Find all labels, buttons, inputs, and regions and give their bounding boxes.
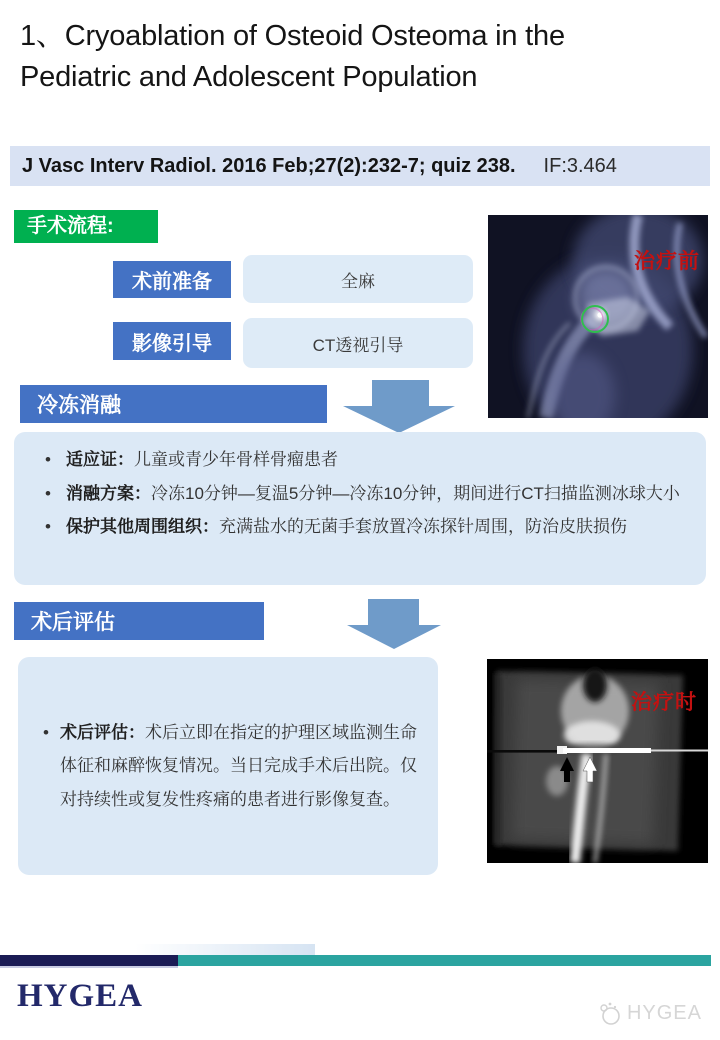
bullet-label: 消融方案： — [66, 483, 151, 503]
footer-underline — [0, 966, 178, 968]
title-line-1: 1、Cryoablation of Osteoid Osteoma in the — [20, 20, 565, 52]
bullet-text: 术后评估：术后立即在指定的护理区域监测生命体征和麻醉恢复情况。当日完成手术后出院。仅对持续性或复发性疼痛的患者进行影像复查。 — [60, 722, 417, 809]
citation-bar — [10, 146, 710, 186]
hygea-logo: HYGEA — [17, 978, 144, 1014]
section-bar-postop: 术后评估 — [14, 602, 264, 640]
bullet-label: 术后评估： — [60, 722, 145, 742]
step-label-imaging: 影像引导 — [113, 322, 231, 360]
footer-teal-bar — [178, 955, 711, 966]
ct-image-during-treatment — [487, 659, 708, 863]
bullet-label: 保护其他周围组织： — [66, 517, 219, 536]
step-label-preop: 术前准备 — [113, 261, 231, 298]
section-badge-procedure: 手术流程: — [14, 210, 158, 243]
bullet-icon — [30, 443, 66, 477]
step-value-imaging: CT透视引导 — [243, 318, 473, 368]
down-arrow-icon — [347, 599, 441, 649]
list-item — [30, 510, 688, 544]
list-item — [30, 443, 688, 477]
hygea-watermark-icon — [598, 1000, 622, 1026]
footer-fade-decoration — [135, 944, 315, 955]
page-title — [20, 16, 680, 98]
bullet-label: 适应证： — [66, 450, 134, 469]
cryoablation-panel — [14, 432, 706, 585]
section-bar-cryoablation: 冷冻消融 — [20, 385, 327, 423]
bullet-icon — [32, 716, 60, 817]
step-value-preop: 全麻 — [243, 255, 473, 303]
list-item — [30, 477, 688, 511]
bullet-text: 保护其他周围组织：充满盐水的无菌手套放置冷冻探针周围，防治皮肤损伤 — [66, 517, 627, 536]
bullet-icon — [30, 477, 66, 511]
ct-image-pretreatment — [488, 215, 708, 418]
image-caption-during-treatment: 治疗时 — [631, 691, 697, 714]
title-line-2: Pediatric and Adolescent Population — [20, 61, 478, 93]
list-item — [32, 716, 422, 817]
journal-citation: J Vasc Interv Radiol. 2016 Feb;27(2):232-7; quiz 238. — [22, 154, 516, 177]
footer-navy-bar — [0, 955, 178, 966]
down-arrow-icon — [343, 380, 455, 433]
impact-factor: IF:3.464 — [543, 154, 617, 177]
bullet-icon — [30, 510, 66, 544]
watermark-text: HYGEA — [626, 1001, 702, 1024]
hygea-watermark — [598, 1000, 702, 1026]
postop-panel — [18, 657, 438, 875]
image-caption-pretreatment: 治疗前 — [634, 250, 700, 273]
bullet-text: 适应证：儿童或青少年骨样骨瘤患者 — [66, 450, 338, 469]
bullet-text: 消融方案：冷冻10分钟—复温5分钟—冷冻10分钟，期间进行CT扫描监测冰球大小 — [66, 483, 680, 503]
